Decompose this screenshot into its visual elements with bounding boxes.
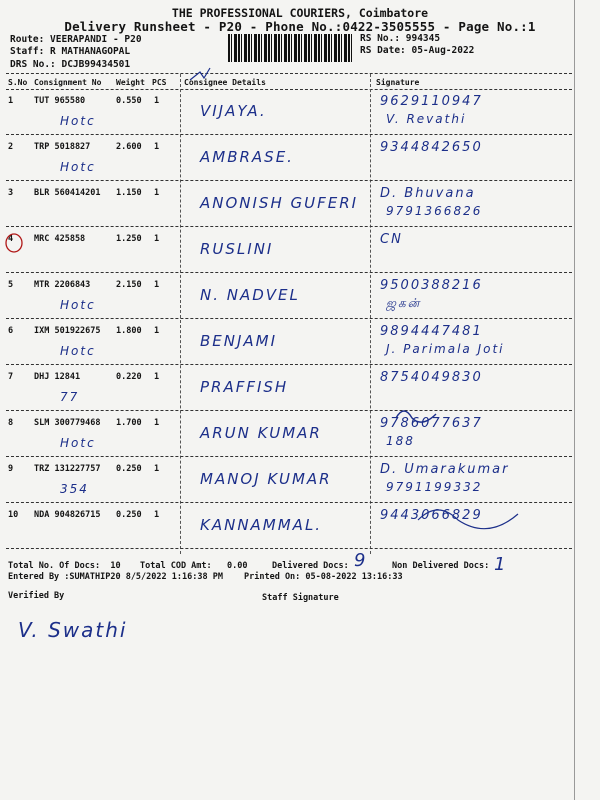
row-weight: 2.150 xyxy=(116,280,142,290)
row-pcs: 1 xyxy=(154,464,160,474)
row-note: 77 xyxy=(60,390,80,404)
row-consignee: BENJAMI xyxy=(200,332,278,350)
col-weight: Weight xyxy=(116,78,145,87)
row-consignment: BLR 560414201 xyxy=(34,188,101,198)
row-consignment: IXM 501922675 xyxy=(34,326,101,336)
row-sno: 8 xyxy=(8,418,14,428)
row-weight: 0.250 xyxy=(116,464,142,474)
signature-scribble xyxy=(418,510,518,529)
row-consignee: KANNAMMAL. xyxy=(200,516,323,534)
row-consignee: PRAFFISH xyxy=(200,378,289,396)
row-consignee: ANONISH GUFERI xyxy=(200,194,359,212)
row-signature: D. Umarakumar xyxy=(380,462,510,477)
row-weight: 0.550 xyxy=(116,96,142,106)
company-name: THE PROFESSIONAL COURIERS, Coimbatore xyxy=(171,6,429,20)
row-consignment: DHJ 12841 xyxy=(34,372,81,382)
row-note: Hotc xyxy=(60,298,96,312)
row-signature: CN xyxy=(380,232,403,247)
col-pcs: PCS xyxy=(152,78,167,87)
row-consignee: ARUN KUMAR xyxy=(200,424,322,442)
row-signature: 9894447481 xyxy=(380,324,483,339)
entered-by: Entered By :SUMATHIP20 8/5/2022 1:16:38 PM xyxy=(8,572,223,582)
row-signature-extra: J. Parimala Joti xyxy=(386,342,505,356)
row-sno: 1 xyxy=(8,96,14,106)
row-pcs: 1 xyxy=(154,372,160,382)
total-docs: Total No. Of Docs: 10 xyxy=(8,561,121,571)
row-weight: 1.150 xyxy=(116,188,142,198)
row-sno: 5 xyxy=(8,280,14,290)
row-pcs: 1 xyxy=(154,326,160,336)
route: Route: VEERAPANDI - P20 xyxy=(10,34,142,45)
row-consignment: TRP 5018827 xyxy=(34,142,91,152)
row-sno: 3 xyxy=(8,188,14,198)
row-pcs: 1 xyxy=(154,510,160,520)
col-signature: Signature xyxy=(376,78,420,87)
staff: Staff: R MATHANAGOPAL xyxy=(10,46,131,57)
row-consignee: MANOJ KUMAR xyxy=(200,470,332,488)
delivered-count: 9 xyxy=(354,550,368,571)
total-cod: Total COD Amt: 0.00 xyxy=(140,561,248,571)
row-consignment: SLM 300779468 xyxy=(34,418,101,428)
row-signature: 9629110947 xyxy=(380,94,483,109)
row-signature: 9500388216 xyxy=(380,278,483,293)
row-consignment: MRC 425858 xyxy=(34,234,86,244)
signature-scribble xyxy=(396,411,436,422)
rs-number: RS No.: 994345 xyxy=(360,33,441,44)
row-signature-extra: V. Revathi xyxy=(386,112,467,126)
col-consignment: Consignment No xyxy=(34,78,102,87)
row-pcs: 1 xyxy=(154,142,160,152)
row-weight: 2.600 xyxy=(116,142,142,152)
row-note: 354 xyxy=(60,482,89,496)
staff-signature: Staff Signature xyxy=(262,593,339,603)
runsheet-title: Delivery Runsheet - P20 - Phone No.:0422-3505555 - Page No.:1 xyxy=(64,19,536,34)
row-signature-extra: 9791366826 xyxy=(386,204,483,218)
rs-date: RS Date: 05-Aug-2022 xyxy=(360,45,475,56)
row-consignee: VIJAYA. xyxy=(200,102,267,120)
verified-by: Verified By xyxy=(8,591,65,601)
row-pcs: 1 xyxy=(154,96,160,106)
row-signature: D. Bhuvana xyxy=(380,186,476,201)
row-weight: 0.220 xyxy=(116,372,142,382)
delivered-docs: Delivered Docs: xyxy=(272,561,349,571)
row-signature-extra: 9791199332 xyxy=(386,480,483,494)
row4-circle-mark xyxy=(6,234,22,252)
row-signature: 9443066829 xyxy=(380,508,483,523)
row-weight: 0.250 xyxy=(116,510,142,520)
tick-mark xyxy=(190,68,210,80)
row-note: Hotc xyxy=(60,344,96,358)
row-sno: 9 xyxy=(8,464,14,474)
col-sno: S.No xyxy=(8,78,28,87)
drs-number: DRS No.: DCJB99434501 xyxy=(10,59,131,70)
row-sno: 10 xyxy=(8,510,19,520)
row-weight: 1.800 xyxy=(116,326,142,336)
row-signature: 8754049830 xyxy=(380,370,483,385)
row-consignee: RUSLINI xyxy=(200,240,274,258)
row-consignee: N. NADVEL xyxy=(200,286,300,304)
row-weight: 1.250 xyxy=(116,234,142,244)
row-pcs: 1 xyxy=(154,188,160,198)
row-signature: 9786077637 xyxy=(380,416,483,431)
printed-on: Printed On: 05-08-2022 13:16:33 xyxy=(244,572,403,582)
row-signature-extra: 188 xyxy=(386,434,415,448)
row-note: Hotc xyxy=(60,160,96,174)
row-pcs: 1 xyxy=(154,418,160,428)
row-consignment: TUT 965580 xyxy=(34,96,86,106)
row-signature: 9344842650 xyxy=(380,140,483,155)
row-note: Hotc xyxy=(60,436,96,450)
row-consignee: AMBRASE. xyxy=(200,148,294,166)
row-sno: 4 xyxy=(8,234,14,244)
row-consignment: MTR 2206843 xyxy=(34,280,91,290)
row-weight: 1.700 xyxy=(116,418,142,428)
row-pcs: 1 xyxy=(154,280,160,290)
row-sno: 6 xyxy=(8,326,14,336)
row-consignment: TRZ 131227757 xyxy=(34,464,101,474)
non-delivered-docs: Non Delivered Docs: xyxy=(392,561,490,571)
row-signature-extra: ஜகன் xyxy=(386,296,422,310)
row-note: Hotc xyxy=(60,114,96,128)
col-consignee: Consignee Details xyxy=(184,78,266,87)
verifier-signature: V. Swathi xyxy=(18,618,128,642)
row-sno: 7 xyxy=(8,372,14,382)
row-consignment: NDA 904826715 xyxy=(34,510,101,520)
row-pcs: 1 xyxy=(154,234,160,244)
row-sno: 2 xyxy=(8,142,14,152)
non-delivered-count: 1 xyxy=(494,554,508,575)
